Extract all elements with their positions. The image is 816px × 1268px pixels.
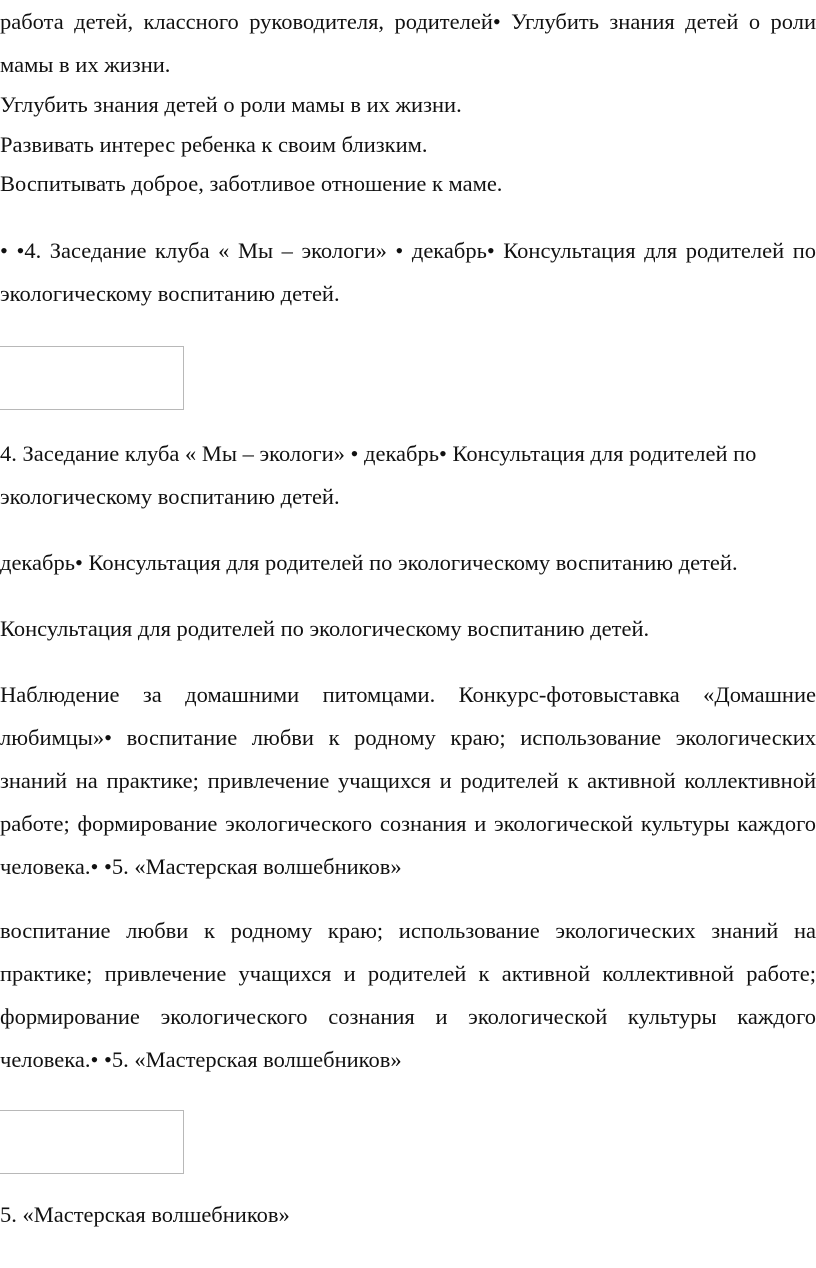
empty-frame-1 — [0, 346, 184, 410]
paragraph-3: Развивать интерес ребенка к своим близким. — [0, 132, 428, 157]
paragraph-9: Наблюдение за домашними питомцами. Конкурс-фотовыставка «Домашние любимцы»• воспитание любви к родному краю; использование экологических знаний на практике; привлечение учащихся и родителей к активной коллективной работе; формирование экологического сознания и экологической культуры каждого человека.• •5. «Мастерская волшебников» — [0, 682, 816, 879]
paragraph-7: декабрь• Консультация для родителей по экологическому воспитанию детей. — [0, 550, 738, 575]
paragraph-5: • •4. Заседание клуба « Мы – экологи» • декабрь• Консультация для родителей по экологическому воспитанию детей. — [0, 238, 816, 306]
paragraph-6: 4. Заседание клуба « Мы – экологи» • декабрь• Консультация для родителей по экологическому воспитанию детей. — [0, 441, 757, 509]
paragraph-4: Воспитывать доброе, заботливое отношение к маме. — [0, 171, 503, 196]
paragraph-11: 5. «Мастерская волшебников» — [0, 1202, 290, 1227]
paragraph-2: Углубить знания детей о роли мамы в их жизни. — [0, 92, 462, 117]
paragraph-1: работа детей, классного руководителя, родителей• Углубить знания детей о роли мамы в их жизни. — [0, 9, 816, 77]
paragraph-10: воспитание любви к родному краю; использование экологических знаний на практике; привлечение учащихся и родителей к активной коллективной работе; формирование экологического сознания и экологической культуры каждого человека.• •5. «Мастерская волшебников» — [0, 918, 816, 1072]
paragraph-8: Консультация для родителей по экологическому воспитанию детей. — [0, 616, 650, 641]
empty-frame-2 — [0, 1110, 184, 1174]
